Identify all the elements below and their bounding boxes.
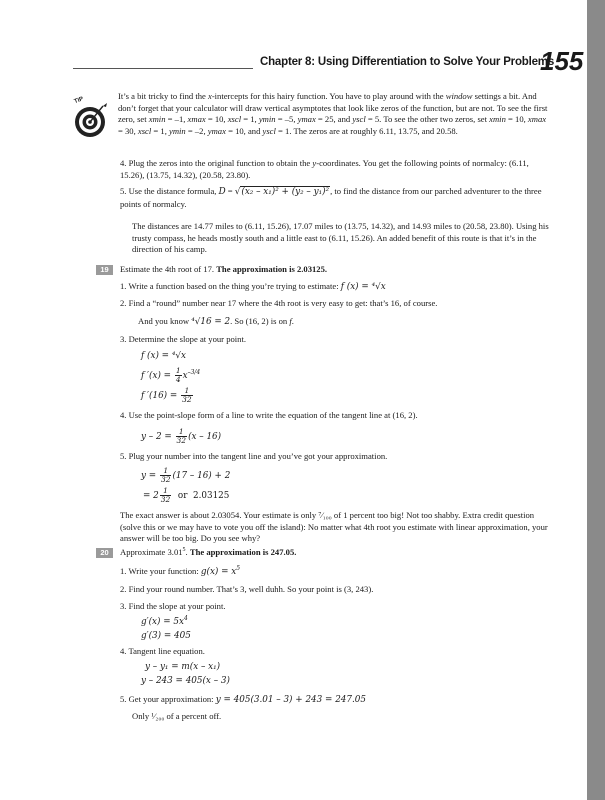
p19-eq-1: f (x) = ⁴√x	[141, 351, 186, 361]
tip-label: TIP	[73, 96, 85, 106]
p20-step-5: 5. Get your approximation: y = 405(3.01 – 3) + 243 = 247.05	[120, 694, 366, 705]
p19-closing-paragraph: The exact answer is about 2.03054. Your estimate is only ⁷⁄₁₀₀ of 1 percent too big! Not too shabby. Extra credit question (solve this or we may have to vote you off the island): No matter what 4th root you estimate with linear approximation, your answer will be too big. Do you see why?	[120, 510, 548, 544]
prev-step-4: 4. Plug the zeros into the original function to obtain the y-coordinates. You get the following points of normalcy: (6.11, 15.26), (13.75, 14.32), (20.58, 23.80).	[120, 158, 529, 180]
problem-20-question: Approximate 3.01$^5$. The approximation is 247.05.	[120, 547, 297, 557]
p19-eq-5: y = $\frac{1}{32}$ (17 – 16) + 2	[141, 466, 231, 484]
page-edge-bar	[587, 0, 605, 800]
p19-step-2-sub: And you know ⁴√16 = 2. So (16, 2) is on f.	[138, 316, 294, 327]
p19-eq-4: y – 2 = $\frac{1}{32}$ (x – 16)	[141, 427, 222, 445]
p19-eq-2: f ′(x) = $\frac{1}{4}$ $x^{-3/4}$	[141, 366, 201, 384]
distances-paragraph: The distances are 14.77 miles to (6.11, 15.26), 17.07 miles to (13.75, 14.32), and 14.93 miles to (20.58, 23.80). Using his trusty compass, he heads mostly south and a little east to (6.11, 15.26). An added benefit of this route is that it’s in the direction of his camp.	[132, 221, 549, 255]
page-number: 155	[540, 46, 584, 76]
p19-step-4: 4. Use the point-slope form of a line to write the equation of the tangent line at (16, 2).	[120, 410, 418, 420]
p19-eq-6: = 2 $\frac{1}{32}$ or 2.03125	[143, 486, 230, 504]
p20-step-1: 1. Write your function: $g(x) = x^5$	[120, 565, 241, 577]
p19-step-1: 1. Write a function based on the thing you’re trying to estimate: f (x) = ⁴√x	[120, 281, 386, 292]
p20-step-2: 2. Find your round number. That’s 3, well duhh. So your point is (3, 243).	[120, 584, 374, 594]
p19-step-5: 5. Plug your number into the tangent line and you’ve got your approximation.	[120, 451, 388, 461]
problem-19-badge: 19	[96, 265, 113, 275]
p19-eq-3: f ′(16) = $\frac{1}{32}$	[141, 386, 192, 404]
chapter-title: Chapter 8: Using Differentiation to Solve Your Problems	[260, 56, 555, 68]
problem-20-badge: 20	[96, 548, 113, 558]
p20-step-4: 4. Tangent line equation.	[120, 646, 205, 656]
prev-step-5: 5. Use the distance formula, D = √(x₂ – x₁)² + (y₂ – y₁)², to find the distance from our parched adventurer to the three points of normalcy.	[120, 186, 542, 209]
p20-eq-2: g′(3) = 405	[141, 631, 191, 641]
tip-paragraph: It’s a bit tricky to find the x-intercepts for this hairy function. You have to play around with the window settings a bit. And don’t forget that your calculator will draw vertical asymptotes that look like zeros of the function, but are not. To see the first zero, set xmin = –1, xmax = 10, xscl = 1, ymin = –5, ymax = 25, and yscl = 5. To see the other two zeros, set xmin = 10, xmax = 30, xscl = 1, ymin = –2, ymax = 10, and yscl = 1. The zeros are at roughly 6.11, 13.75, and 20.58.	[118, 91, 548, 136]
tip-target-icon	[72, 94, 108, 140]
p20-eq-1: $g'(x) = 5x^4$	[141, 615, 188, 627]
header-rule	[73, 68, 253, 69]
p20-eq-3: y – y₁ = m(x – x₁)	[145, 662, 221, 672]
p19-step-2: 2. Find a “round” number near 17 where the 4th root is very easy to get: that’s 16, of course.	[120, 298, 438, 308]
problem-19-question: Estimate the 4th root of 17. The approximation is 2.03125.	[120, 264, 328, 274]
p20-eq-4: y – 243 = 405(x – 3)	[141, 676, 230, 686]
p20-closing: Only ¹⁄₂₀₀ of a percent off.	[132, 711, 222, 721]
p19-step-3: 3. Determine the slope at your point.	[120, 334, 247, 344]
p20-step-3: 3. Find the slope at your point.	[120, 601, 226, 611]
